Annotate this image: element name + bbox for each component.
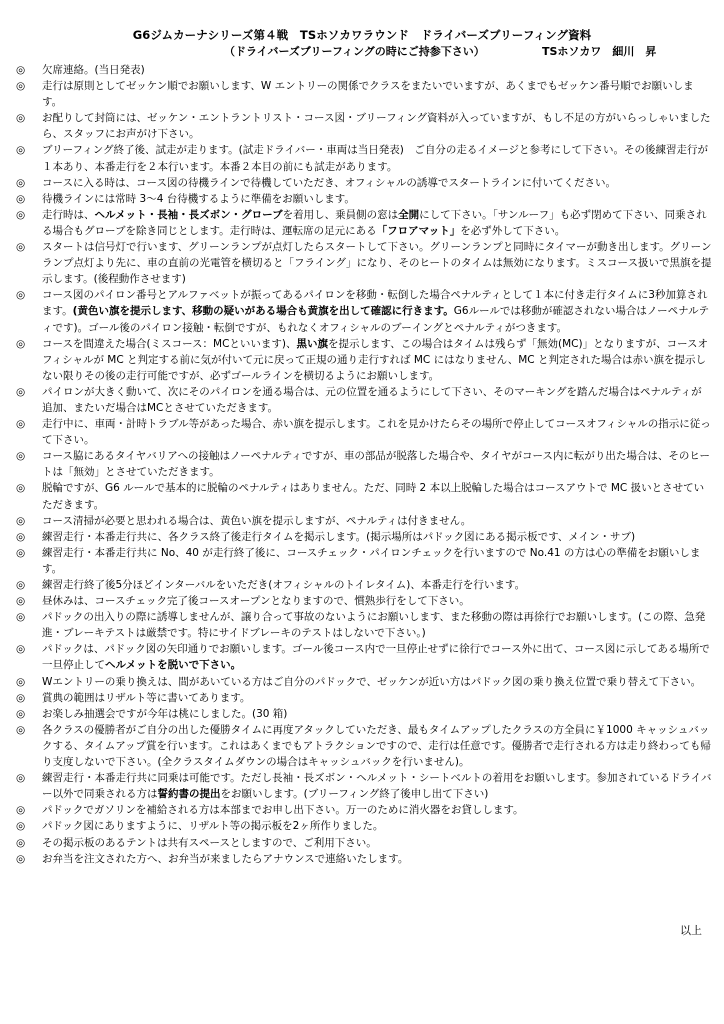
text-segment: コース脇にあるタイヤバリアへの接触はノーペナルティですが、車の部品が脱落した場合や、タイヤがコース内に転がり出た場合は、そのヒートは「無効」とさせていただきます。 [42, 450, 711, 479]
list-item [16, 577, 712, 593]
list-item-text [42, 772, 711, 800]
list-item-text [42, 177, 616, 189]
list-item [16, 191, 712, 207]
list-item-text [42, 595, 470, 607]
bullet-icon: ◎ [16, 192, 26, 205]
bullet-icon: ◎ [16, 852, 26, 865]
text-segment: 練習走行・本番走行共に同乗は可能です。ただし長袖・長ズボン・ヘルメット・シートベルトの着用をお願いします。参加されているドライバー以外で同乗される方は [42, 772, 712, 801]
list-item [16, 78, 712, 110]
text-segment: を提示します、この場合はタイムは残らず「無効(MC)」となりますが、コースオフィシャルが MC と判定する前に気が付いて元に戻って正規の通り走行すれば MC にはなりません、MC と判定された場合は赤い旗を提示しない限りその後の走行可能ですが、必ずゴールラインを横切るようにお願いします。 [42, 337, 709, 382]
list-item-text [42, 611, 705, 639]
emphasis-text: ヘルメットを脱いで下さい。 [105, 659, 242, 672]
list-item [16, 706, 712, 722]
text-segment: パドックの出入りの際に誘導しませんが、譲り合って事故のないようにお願いします、また移動の際は再徐行でお願いします。(この際、急発進・ブレーキテストは厳禁です。特にサイドブレーキのテストはしないで下さい。) [42, 611, 706, 640]
text-segment: をお願いします。(ブリーフィング終了後申し出て下さい) [220, 788, 489, 801]
list-item-text [42, 112, 711, 140]
list-item [16, 287, 712, 335]
text-segment: その掲示板のあるテントは共有スペースとしますので、ご利用下さい。 [42, 836, 377, 849]
text-segment: Wエントリーの乗り換えは、間があいている方はご自分のパドックで、ゼッケンが近い方はパドック図の乗り換え位置で乗り替えて下さい。 [42, 675, 702, 688]
bullet-icon: ◎ [16, 64, 26, 76]
text-segment: 昼休みは、コースチェック完了後コースオープンとなりますので、慣熟歩行をして下さい。 [42, 595, 470, 608]
list-item [16, 529, 712, 545]
list-item [16, 110, 712, 142]
list-item-text [42, 676, 701, 688]
text-segment: 練習走行・本番走行共に No、40 が走行終了後に、コースチェック・パイロンチェックを行いますので No.41 の方は心の準備をお願いします。 [42, 546, 701, 575]
bullet-icon: ◎ [16, 723, 26, 736]
text-segment: 賞典の範囲はリザルト等に書いてあります。 [42, 691, 251, 704]
list-item [16, 802, 712, 818]
list-item-text [42, 531, 635, 543]
list-item-text [42, 386, 702, 414]
list-item-text [42, 209, 707, 237]
bullet-icon: ◎ [16, 514, 26, 527]
list-item [16, 674, 712, 690]
bullet-icon: ◎ [16, 337, 26, 350]
bullet-icon: ◎ [16, 80, 26, 93]
list-item-text [42, 515, 471, 527]
list-item-text [42, 418, 711, 446]
bullet-icon: ◎ [16, 691, 26, 704]
emphasis-text: (黄色い旗を提示します、移動の疑いがある場合も黄旗を出して確認に行きます。 [72, 305, 454, 318]
bullet-icon: ◎ [16, 595, 26, 608]
document-author: TSホソカワ 細川 昇 [542, 45, 657, 58]
list-item [16, 239, 712, 287]
list-item [16, 384, 712, 416]
list-item [16, 835, 712, 851]
bullet-icon: ◎ [16, 579, 26, 591]
text-segment: パドック図にありますように、リザルト等の掲示板を2ヶ所作りました。 [42, 820, 384, 833]
emphasis-text: 誓約書の提出 [157, 788, 221, 801]
list-item-text [42, 853, 408, 865]
text-segment: 練習走行・本番走行共に、各クラス終了後走行タイムを掲示します。(掲示場所はパドック図にある掲示板です、メイン・サブ) [42, 530, 636, 543]
list-item [16, 416, 712, 448]
list-item [16, 641, 712, 673]
list-item-text [42, 547, 700, 575]
bullet-icon: ◎ [16, 450, 26, 463]
list-item-text [42, 482, 704, 510]
text-segment: 練習走行終了後5分ほどインターバルをいただき(オフィシャルのトイレタイム)、本番走行を行います。 [42, 579, 526, 591]
text-segment: にして下さい。「サンルーフ」も必ず閉めて下さい、同乗される場合もグローブを除き同じとします。走行時は、運転席の足元にある [42, 208, 707, 237]
text-segment: 走行は原則としてゼッケン順でお願いします、W エントリーの関係でクラスをまたいでいますが、あくまでもゼッケン番号順でお願いします。 [42, 80, 694, 109]
list-item-text [42, 820, 383, 832]
text-segment: 走行中に、車両・計時トラブル等があった場合、赤い旗を提示します。これを見かけたらその場所で停止してコースオフィシャルの指示に従って下さい。 [42, 418, 711, 447]
bullet-icon: ◎ [16, 385, 26, 398]
list-item [16, 851, 712, 867]
list-item [16, 142, 712, 174]
list-item [16, 770, 712, 802]
text-segment: コースを間違えた場合(ミスコース：MCといいます)、 [42, 337, 297, 350]
list-item-text [42, 643, 710, 671]
list-item [16, 207, 712, 239]
bullet-icon: ◎ [16, 144, 26, 157]
bullet-icon: ◎ [16, 482, 26, 495]
bullet-icon: ◎ [16, 208, 26, 221]
text-segment: パドックでガソリンを補給される方は本部までお申し出下さい。万一のために消火器をお貸しします。 [42, 804, 524, 817]
bullet-icon: ◎ [16, 804, 26, 817]
list-item [16, 722, 712, 770]
list-item-text [42, 837, 377, 849]
list-item [16, 62, 712, 78]
bullet-icon: ◎ [16, 418, 26, 431]
text-segment: パドックは、パドック図の矢印通りでお願いします。ゴール後コース内で一旦停止せずに徐行でコース外に出て、コース図に示してある場所で一旦停止して [42, 643, 710, 672]
list-item-text [42, 338, 708, 382]
list-item-text [42, 692, 250, 704]
list-item [16, 690, 712, 706]
bullet-icon: ◎ [16, 611, 26, 624]
list-item-text [42, 724, 711, 768]
text-segment: コース図のパイロン番号とアルファベットが振ってあるパイロンを移動・転倒した場合ペナルティとして１本に付き走行タイムに3秒加算されます。 [42, 289, 708, 318]
list-item-text [42, 193, 355, 205]
list-item-text [42, 804, 524, 816]
list-item-text [42, 241, 711, 285]
text-segment: 待機ラインには常時 3～4 台待機するように準備をお願いします。 [42, 192, 355, 205]
list-item [16, 609, 712, 641]
list-item-text [42, 708, 287, 720]
text-segment: G6ルールでは移動が確認されない場合はノーペナルティです)。ゴール後のパイロン接触・転倒ですが、もれなくオフィシャルのブーイングとペナルティがつきます。 [42, 305, 710, 334]
closing-remark: 以上 [680, 924, 702, 937]
text-segment: 脱輪ですが、G6 ルールで基本的に脱輪のペナルティはありません。ただ、同時 2 本以上脱輪した場合はコースアウトで MC 扱いとさせていただきます。 [42, 482, 705, 511]
emphasis-text: ヘルメット・長袖・長ズボン・グローブ [94, 208, 283, 221]
list-item [16, 593, 712, 609]
bullet-icon: ◎ [16, 707, 26, 720]
list-item-text [42, 80, 694, 108]
text-segment: 走行時は、 [42, 208, 95, 221]
bullet-icon: ◎ [16, 176, 26, 189]
briefing-items-list [16, 62, 712, 867]
list-item [16, 480, 712, 512]
text-segment: スタートは信号灯で行います、グリーンランプが点灯したらスタートして下さい。グリーンランプと同時にタイマーが動き出します。グリーンランプ点灯より先に、車の直前の光電管を横切ると「フライング」になり、そのヒートのタイムは無効になります。ミスコース扱いで黒旗を提示します。(後程動作させます) [42, 241, 712, 286]
bullet-icon: ◎ [16, 820, 26, 833]
emphasis-text: 黒い旗 [296, 337, 329, 350]
list-item [16, 336, 712, 384]
text-segment: を必ず外して下さい。 [460, 224, 566, 237]
list-item-text [42, 64, 145, 76]
text-segment: を着用し、乗員側の窓は [282, 208, 399, 221]
bullet-icon: ◎ [16, 289, 26, 302]
text-segment: お配りして封筒には、ゼッケン・エントラントリスト・コース図・ブリーフィング資料が入っていますが、もし不足の方がいらっしゃいましたら、スタッフにお声がけ下さい。 [42, 112, 711, 141]
emphasis-text: 全開 [398, 208, 420, 221]
list-item-text [42, 289, 709, 333]
text-segment: コース清掃が必要と思われる場合は、黄色い旗を提示しますが、ペナルティは付きません。 [42, 514, 472, 527]
bullet-icon: ◎ [16, 836, 26, 849]
text-segment: 各クラスの優勝者がご自分の出した優勝タイムに再度アタックしていただき、最もタイムアップしたクラスの方全員に￥1000 キャッシュバックする、タイムアップ賞を行います。これはあくまでもアトラクションですので、走行は任意です。優勝者で走行される方は走り終わっても帰り支度しないで下さい。(全クラスタイムダウンの場合はキャッシュバックを行いません)。 [42, 723, 711, 769]
text-segment: お弁当を注文された方へ、お弁当が来ましたらアナウンスで連絡いたします。 [42, 852, 409, 865]
document-subtitle: （ドライバーズブリーフィングの時にご持参下さい） [224, 45, 485, 58]
bullet-icon: ◎ [16, 546, 26, 559]
list-item-text [42, 450, 710, 478]
bullet-icon: ◎ [16, 530, 26, 543]
document-title: G6ジムカーナシリーズ第４戦 TSホソカワラウンド ドライバーズブリーフィング資料 [132, 28, 592, 42]
bullet-icon: ◎ [16, 643, 26, 656]
text-segment: お楽しみ抽選会ですが今年は桃にしました。(30 箱) [42, 707, 288, 720]
bullet-icon: ◎ [16, 112, 26, 125]
text-segment: パイロンが大きく動いて、次にそのパイロンを通る場合は、元の位置を通るようにして下さい、そのマーキングを踏んだ場合はペナルティが追加、またいだ場合はMCとさせていただきます。 [42, 385, 702, 414]
list-item [16, 545, 712, 577]
bullet-icon: ◎ [16, 241, 26, 254]
list-item [16, 818, 712, 834]
list-item [16, 513, 712, 529]
emphasis-text: 「フロアマット」 [376, 224, 461, 237]
text-segment: ブリーフィング終了後、試走が走ります。(試走ドライバー・車両は当日発表) ご自分の走るイメージと参考にして下さい。その後練習走行が１本あり、本番走行を２本行います。本番２本目の前にも試走があります。 [42, 144, 709, 173]
bullet-icon: ◎ [16, 772, 26, 785]
list-item-text [42, 144, 708, 172]
list-item [16, 448, 712, 480]
text-segment: 欠席連絡。(当日発表) [42, 64, 145, 76]
list-item [16, 175, 712, 191]
list-item-text [42, 579, 525, 591]
bullet-icon: ◎ [16, 675, 26, 688]
text-segment: コースに入る時は、コース図の待機ラインで待機していただき、オフィシャルの誘導でスタートラインに付いてください。 [42, 176, 617, 189]
